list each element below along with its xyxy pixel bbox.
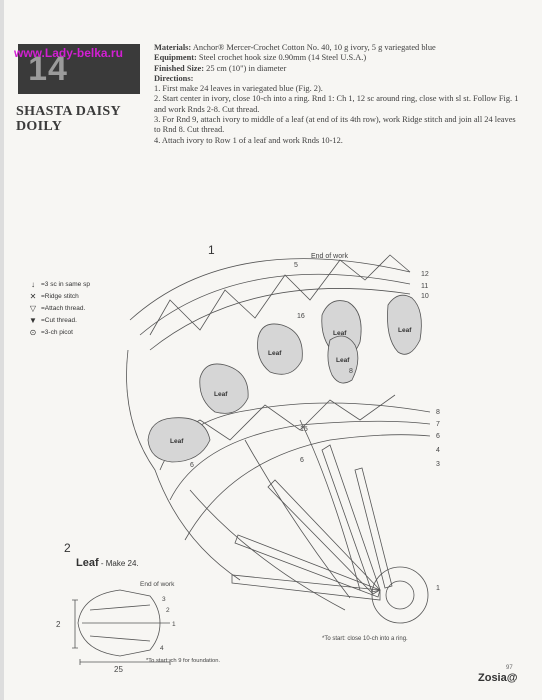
- direction-step: 3. For Rnd 9, attach ivory to middle of a leaf (at end of its 4th row), work Ridge stitch and join all 24 leaves to Rnd 8. Cut thread.: [154, 115, 516, 135]
- side-label: 8: [349, 368, 353, 375]
- round-label: 1: [436, 585, 440, 592]
- leaf-label: Leaf: [336, 357, 350, 364]
- mesh-zigzag: [150, 255, 410, 335]
- leaf-title-text: Leaf: [76, 557, 99, 569]
- figure-1-label: 1: [208, 243, 215, 257]
- side-label: 16: [297, 313, 305, 320]
- legend-label: =3 sc in same sp: [41, 281, 90, 288]
- legend-label: =Attach thread.: [41, 305, 86, 312]
- attach-thread-icon: ▽: [29, 304, 37, 313]
- round-label: 7: [436, 421, 440, 428]
- round-label: 10: [421, 293, 429, 300]
- round-label: 12: [421, 271, 429, 278]
- side-label: 6: [190, 462, 194, 469]
- pattern-title-line2: DOILY: [16, 119, 63, 134]
- side-label: 6: [300, 457, 304, 464]
- signature: Zosia@: [478, 672, 518, 684]
- leaf-shape: [387, 295, 421, 354]
- center-ring-inner: [386, 581, 414, 609]
- equipment-text: Steel crochet hook size 0.90mm (14 Steel U.S.A.): [198, 53, 367, 63]
- figure-2-title: [76, 557, 139, 569]
- leaf-shape: [200, 364, 248, 413]
- leaf-label: Leaf: [333, 330, 347, 337]
- end-of-work-label: End of work: [311, 253, 348, 260]
- radial-curve: [190, 490, 345, 610]
- materials-label: Materials:: [154, 43, 192, 52]
- leaf-label: Leaf: [170, 438, 184, 445]
- leaf-row-label: 1: [172, 621, 176, 628]
- watermark-link[interactable]: www.Lady-belka.ru: [14, 46, 123, 60]
- side-label: 15: [300, 426, 308, 433]
- leaf-height: 2: [56, 620, 61, 629]
- leaf-label: Leaf: [214, 391, 228, 398]
- leaf-label: Leaf: [398, 327, 412, 334]
- direction-step: 1. First make 24 leaves in variegated blue (Fig. 2).: [154, 84, 323, 94]
- page-number: 97: [506, 665, 513, 671]
- round-label: 11: [421, 283, 429, 290]
- figure-2-label: 2: [64, 541, 71, 555]
- height-dimension: [72, 600, 78, 648]
- round-6-arc: [185, 435, 430, 540]
- direction-step: 4. Attach ivory to Row 1 of a leaf and work Rnds 10-12.: [154, 135, 343, 145]
- picot-icon: ⊙: [29, 328, 37, 337]
- materials-text: Anchor® Mercer-Crochet Cotton No. 40, 10 g ivory, 5 g variegated blue: [192, 43, 436, 52]
- side-label: 5: [294, 262, 298, 269]
- direction-step: 2. Start center in ivory, close 10-ch into a ring. Rnd 1: Ch 1, 12 sc around ring, close with sl st. Follow Fig. 1 and work Rnds 2-8. Cut thread.: [154, 94, 519, 114]
- leaf-row-label: 4: [160, 645, 164, 652]
- petal-spoke: [322, 445, 380, 592]
- radial-curve: [245, 440, 350, 598]
- legend-label: =Cut thread.: [41, 317, 77, 324]
- leaf-width: 25: [114, 665, 123, 674]
- leaf-end-of-work: End of work: [140, 581, 175, 588]
- figure-1-note: *To start: close 10-ch into a ring.: [322, 636, 408, 642]
- directions-heading: Directions:: [154, 73, 194, 83]
- size-label: Finished Size:: [154, 63, 205, 73]
- leaf-row-label: 2: [166, 607, 170, 614]
- three-sc-icon: ↓: [31, 280, 35, 289]
- legend-label: =Ridge stitch: [41, 293, 79, 300]
- leaf-row-label: 3: [162, 596, 166, 603]
- ridge-stitch-icon: ✕: [29, 292, 37, 301]
- round-label: 4: [436, 447, 440, 454]
- leaf-subtitle-text: - Make 24.: [98, 559, 139, 568]
- leaf-label: Leaf: [268, 350, 282, 357]
- pattern-number: 14: [28, 50, 68, 88]
- legend-label: =3-ch picot: [41, 329, 73, 336]
- round-label: 6: [436, 433, 440, 440]
- cut-thread-icon: ▼: [29, 316, 37, 325]
- equipment-label: Equipment:: [154, 53, 197, 63]
- pattern-title-line1: SHASTA DAISY: [16, 104, 121, 119]
- round-label: 3: [436, 461, 440, 468]
- size-text: 25 cm (10") in diameter: [206, 63, 287, 73]
- figure-2-note: *To start: ch 9 for foundation.: [146, 658, 221, 664]
- round-label: 8: [436, 409, 440, 416]
